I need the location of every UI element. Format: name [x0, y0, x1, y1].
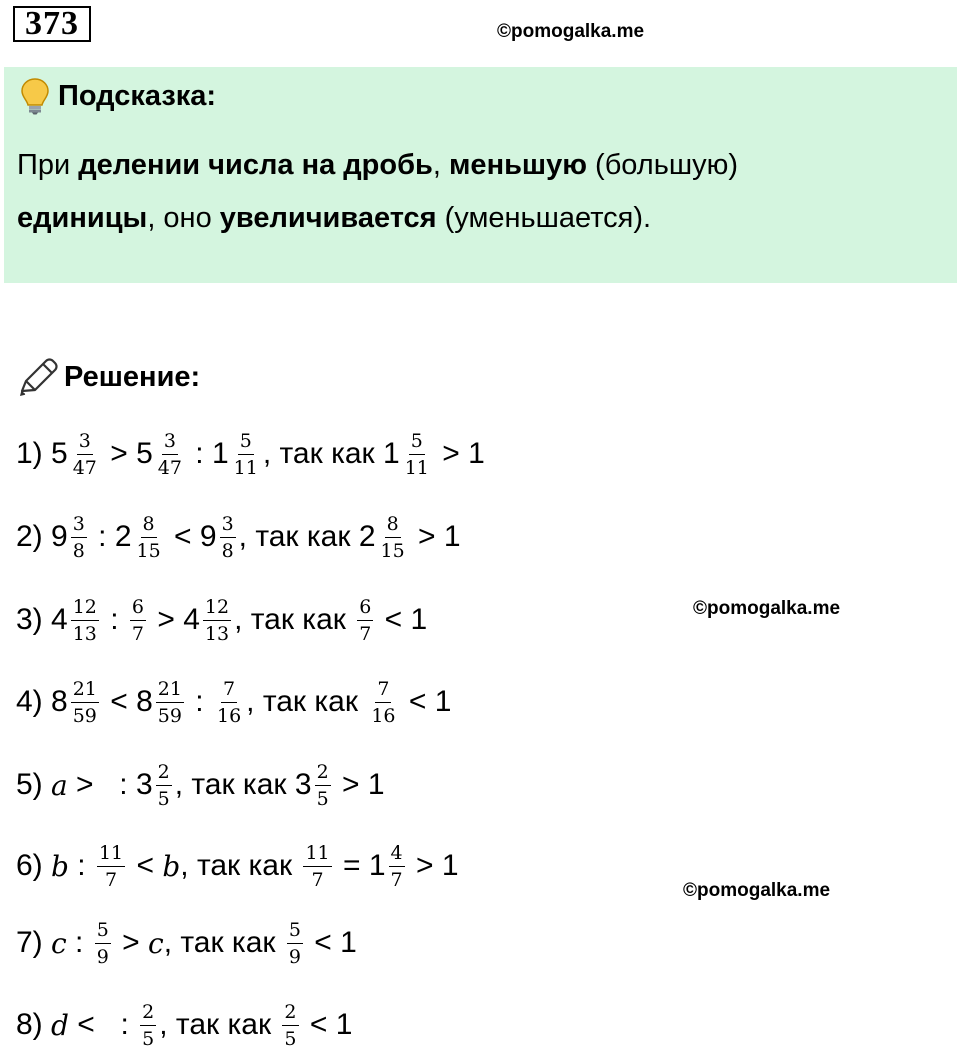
- whole: 5: [51, 437, 68, 470]
- denominator: 7: [105, 868, 118, 891]
- text: , так как: [234, 603, 355, 636]
- hint-bold-part: делении числа на дробь: [78, 149, 433, 181]
- numerator: 2: [140, 1001, 156, 1026]
- whole: 1: [335, 1008, 353, 1041]
- op: :: [186, 685, 212, 718]
- solution-header: [16, 357, 200, 397]
- line-label: 3): [16, 603, 52, 636]
- fraction: [71, 513, 87, 562]
- denominator: 13: [204, 622, 230, 645]
- text: , так как: [262, 437, 384, 470]
- denominator: 5: [157, 787, 170, 810]
- numerator: 11: [97, 842, 125, 867]
- line-label: 1): [16, 437, 52, 470]
- solution-line-4: [16, 672, 451, 732]
- op: >: [149, 603, 184, 636]
- whole: 2: [358, 520, 376, 553]
- op: :: [68, 849, 94, 882]
- denominator: 15: [380, 539, 405, 562]
- fraction: [71, 678, 99, 727]
- hint-text-part: ,: [432, 149, 449, 181]
- denominator: 8: [72, 539, 85, 562]
- fraction: [282, 1001, 298, 1050]
- fraction: [130, 596, 146, 645]
- denominator: 5: [142, 1027, 155, 1050]
- hint-panel: [4, 67, 957, 283]
- line-label: 4): [16, 685, 52, 718]
- op: :: [101, 603, 127, 636]
- line-label: 6): [16, 849, 52, 882]
- fraction: [369, 678, 397, 727]
- denominator: 47: [157, 456, 182, 479]
- variable: b: [162, 849, 181, 883]
- text: , так как: [174, 768, 295, 801]
- denominator: 9: [288, 945, 301, 968]
- fraction: [156, 678, 184, 727]
- solution-line-1: [16, 424, 485, 484]
- numerator: 8: [141, 513, 157, 538]
- numerator: 2: [156, 761, 172, 786]
- op: <: [165, 520, 200, 553]
- fraction: [95, 919, 111, 968]
- hint-text-part: (уменьшается).: [436, 202, 652, 234]
- whole: 1: [383, 437, 400, 470]
- fraction: [135, 513, 163, 562]
- solution-line-2: [16, 507, 461, 567]
- op: >: [101, 437, 137, 470]
- denominator: 5: [316, 787, 329, 810]
- fraction: [379, 513, 407, 562]
- op: >: [409, 520, 444, 553]
- fraction: [232, 430, 260, 479]
- denominator: 9: [96, 945, 109, 968]
- solution-title: Решение:: [64, 360, 201, 393]
- op: <: [301, 1008, 336, 1041]
- numerator: 5: [409, 430, 425, 455]
- fraction: [140, 1001, 156, 1050]
- solution-line-5: [16, 755, 385, 815]
- whole: 1: [443, 520, 461, 553]
- numerator: 3: [71, 513, 87, 538]
- fraction: [287, 919, 303, 968]
- op: >: [67, 768, 102, 801]
- text: , так как: [163, 926, 284, 959]
- denominator: 5: [284, 1027, 297, 1050]
- numerator: 21: [156, 678, 184, 703]
- whole: 1: [340, 926, 357, 959]
- denominator: 15: [136, 539, 161, 562]
- solution-line-6: [16, 836, 459, 896]
- fraction: [220, 513, 236, 562]
- op: <: [305, 926, 341, 959]
- hint-text-part: (большую): [586, 149, 739, 181]
- numerator: 5: [95, 919, 111, 944]
- text: , так как: [246, 685, 367, 718]
- fraction: [403, 430, 431, 479]
- text: , так как: [180, 849, 301, 882]
- watermark: ©pomogalka.me: [497, 21, 645, 42]
- numerator: 3: [162, 430, 178, 455]
- whole: 1: [434, 685, 452, 718]
- fraction: [215, 678, 243, 727]
- numerator: 5: [287, 919, 303, 944]
- denominator: 7: [390, 868, 403, 891]
- whole: 4: [51, 603, 68, 636]
- op: <: [128, 849, 163, 882]
- whole: 1: [211, 437, 229, 470]
- denominator: 59: [72, 704, 97, 727]
- whole: 9: [51, 520, 68, 553]
- numerator: 4: [389, 842, 405, 867]
- hint-text-part: При: [17, 149, 79, 181]
- op: <: [376, 603, 411, 636]
- op: >: [407, 849, 442, 882]
- fraction: [203, 596, 231, 645]
- op: <: [101, 685, 137, 718]
- whole: 5: [136, 437, 153, 470]
- watermark: ©pomogalka.me: [693, 598, 841, 619]
- fraction: [71, 596, 99, 645]
- op: >: [433, 437, 469, 470]
- whole: 9: [199, 520, 217, 553]
- line-label: 5): [16, 768, 52, 801]
- denominator: 7: [311, 868, 324, 891]
- pencil-icon: [16, 357, 60, 397]
- whole: 1: [368, 849, 386, 882]
- solution-line-7: [16, 913, 357, 973]
- fraction: [71, 430, 99, 479]
- op: >: [333, 768, 368, 801]
- line-label: 7): [16, 926, 52, 959]
- numerator: 7: [375, 678, 391, 703]
- task-number: 373: [13, 6, 91, 42]
- variable: b: [51, 849, 69, 883]
- denominator: 59: [157, 704, 182, 727]
- numerator: 8: [385, 513, 401, 538]
- fraction: [303, 842, 331, 891]
- variable: a: [51, 768, 68, 802]
- op: <: [68, 1008, 104, 1041]
- lightbulb-icon: [20, 77, 50, 115]
- numerator: 6: [130, 596, 146, 621]
- fraction: [315, 761, 331, 810]
- variable: c: [51, 926, 67, 960]
- denominator: 13: [72, 622, 97, 645]
- fraction: [156, 430, 184, 479]
- numerator: 3: [220, 513, 236, 538]
- line-label: 2): [16, 520, 52, 553]
- denominator: 47: [72, 456, 97, 479]
- denominator: 7: [359, 622, 372, 645]
- op: :: [110, 768, 136, 801]
- hint-title: Подсказка:: [58, 79, 217, 112]
- whole: 3: [294, 768, 312, 801]
- hint-bold-part: увеличивается: [219, 202, 437, 234]
- op: :: [186, 437, 212, 470]
- fraction: [97, 842, 125, 891]
- whole: 3: [135, 768, 153, 801]
- hint-header: [20, 77, 216, 115]
- numerator: 11: [303, 842, 331, 867]
- hint-text-part: , оно: [147, 202, 220, 234]
- line-label: 8): [16, 1008, 52, 1041]
- hint-text: [17, 139, 937, 245]
- denominator: 8: [221, 539, 234, 562]
- op: :: [112, 1008, 138, 1041]
- numerator: 7: [221, 678, 237, 703]
- solution-line-8: [16, 995, 352, 1055]
- text: , так как: [238, 520, 359, 553]
- denominator: 11: [233, 456, 258, 479]
- op: <: [400, 685, 435, 718]
- whole: 8: [136, 685, 153, 718]
- variable: c: [148, 926, 164, 960]
- hint-bold-part: единицы: [17, 202, 148, 234]
- solution-line-3: [16, 590, 427, 650]
- whole: 2: [114, 520, 132, 553]
- op: =: [334, 849, 369, 882]
- op: >: [113, 926, 149, 959]
- op: :: [89, 520, 115, 553]
- whole: 8: [51, 685, 68, 718]
- whole: 1: [410, 603, 428, 636]
- numerator: 12: [71, 596, 99, 621]
- denominator: 7: [131, 622, 144, 645]
- whole: 1: [367, 768, 385, 801]
- numerator: 3: [77, 430, 93, 455]
- op: :: [66, 926, 92, 959]
- hint-bold-part: меньшую: [448, 149, 587, 181]
- numerator: 2: [315, 761, 331, 786]
- whole: 4: [183, 603, 200, 636]
- numerator: 21: [71, 678, 99, 703]
- fraction: [156, 761, 172, 810]
- numerator: 2: [282, 1001, 298, 1026]
- fraction: [389, 842, 405, 891]
- whole: 1: [441, 849, 459, 882]
- numerator: 6: [357, 596, 373, 621]
- text: , так как: [159, 1008, 280, 1041]
- numerator: 5: [238, 430, 254, 455]
- watermark: ©pomogalka.me: [683, 880, 831, 901]
- fraction: [357, 596, 373, 645]
- numerator: 12: [203, 596, 231, 621]
- denominator: 16: [216, 704, 242, 727]
- variable: d: [51, 1008, 69, 1042]
- denominator: 11: [404, 456, 429, 479]
- whole: 1: [468, 437, 485, 470]
- denominator: 16: [371, 704, 396, 727]
